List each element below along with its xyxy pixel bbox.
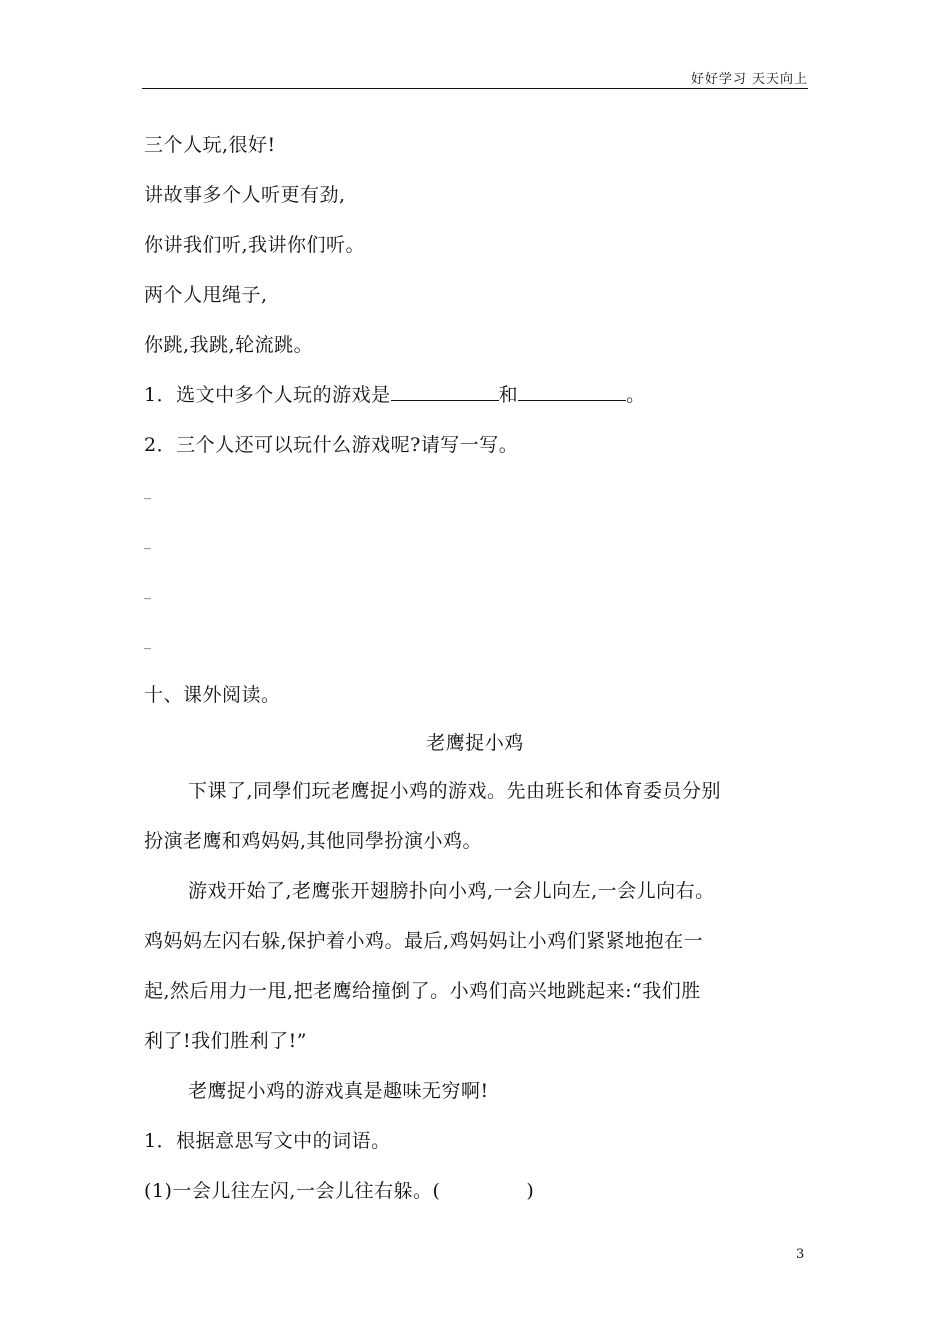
question-1: [144, 380, 646, 407]
poem-line: 你跳,我跳,轮流跳。: [144, 334, 314, 356]
page-number: 3: [796, 1247, 805, 1262]
question-2: 2．三个人还可以玩什么游戏呢?请写一写。: [144, 434, 519, 456]
question-3-1-text: (1)一会儿往左闪,一会儿往右躲。(: [144, 1180, 441, 1202]
article-line: 起,然后用力一甩,把老鹰给撞倒了。小鸡们高兴地跳起来:“我们胜: [144, 980, 701, 1002]
answer-blank-1[interactable]: [391, 382, 499, 401]
question-3-1: [144, 1176, 534, 1203]
answer-line[interactable]: _: [144, 584, 151, 600]
answer-line[interactable]: _: [144, 634, 151, 650]
article-line: 扮演老鹰和鸡妈妈,其他同學扮演小鸡。: [144, 830, 483, 852]
article-line: 利了!我们胜利了!”: [144, 1030, 307, 1052]
question-1-prefix: 1．选文中多个人玩的游戏是: [144, 384, 391, 406]
article-line: 下课了,同學们玩老鹰捉小鸡的游戏。先由班长和体育委员分别: [188, 780, 722, 802]
article-line: 鸡妈妈左闪右躲,保护着小鸡。最后,鸡妈妈让小鸡们紧紧地抱在一: [144, 930, 704, 952]
header-divider: [142, 88, 808, 89]
section-title: 十、课外阅读。: [144, 684, 281, 706]
page-header: 好好学习 天天向上: [690, 72, 808, 87]
answer-line[interactable]: _: [144, 534, 151, 550]
poem-line: 两个人甩绳子,: [144, 284, 268, 306]
article-line: 老鹰捉小鸡的游戏真是趣味无穷啊!: [188, 1080, 489, 1102]
article-title: 老鹰捉小鸡: [426, 732, 524, 754]
question-3-1-close: ): [526, 1180, 535, 1202]
poem-line: 讲故事多个人听更有劲,: [144, 184, 346, 206]
question-1-middle: 和: [498, 384, 519, 406]
answer-line[interactable]: _: [144, 484, 151, 500]
question-1-suffix: 。: [626, 384, 646, 406]
article-line: 游戏开始了,老鹰张开翅膀扑向小鸡,一会儿向左,一会儿向右。: [188, 880, 715, 902]
answer-blank-2[interactable]: [518, 382, 626, 401]
poem-line: 你讲我们听,我讲你们听。: [144, 234, 366, 256]
poem-line: 三个人玩,很好!: [144, 134, 276, 156]
question-3: 1．根据意思写文中的词语。: [144, 1130, 391, 1152]
